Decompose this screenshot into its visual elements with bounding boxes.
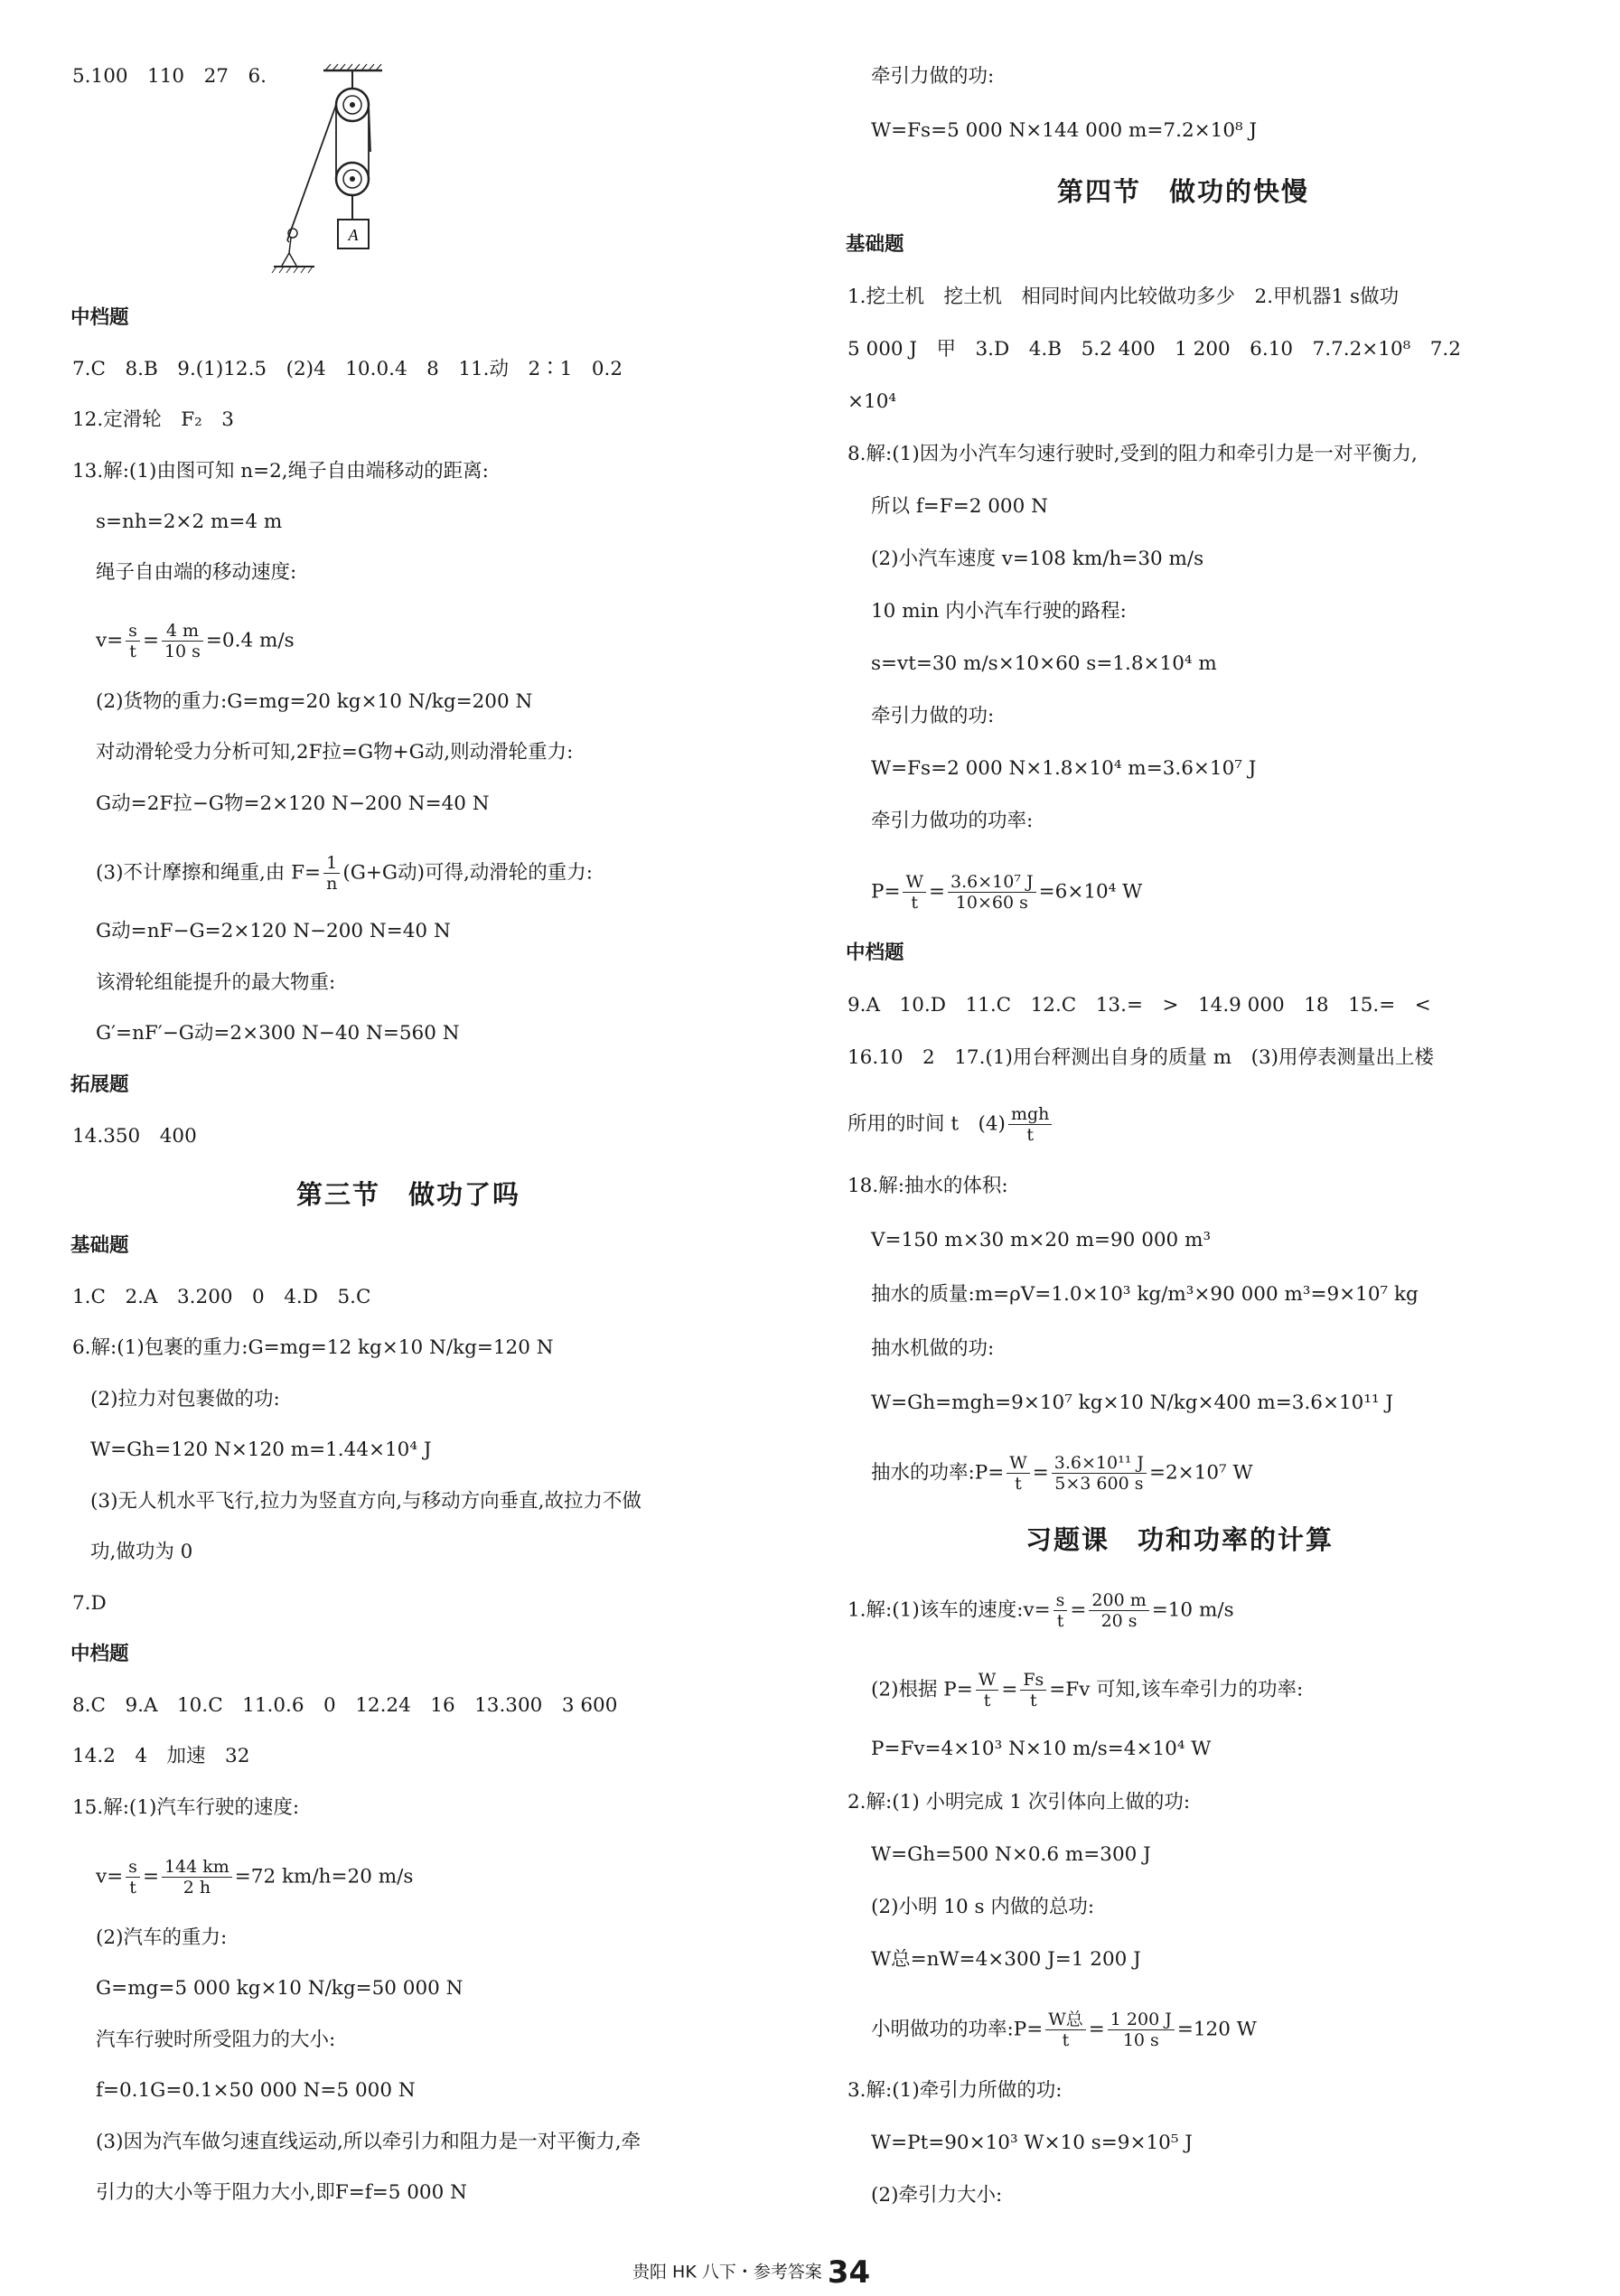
answer-line: 绳子自由端的移动速度: — [96, 561, 297, 584]
answer-line: 1.C 2.A 3.200 0 4.D 5.C — [72, 1286, 371, 1308]
answer-line: ×10⁴ — [847, 390, 896, 413]
formula-line: (2)根据 P= $\frac{W}{t}$ = $\frac{Fs}{t}$ =Fv 可知,该车牵引力的功率: — [871, 1670, 1304, 1710]
answer-line: 牵引力做的功: — [871, 65, 995, 88]
answer-line: 12.定滑轮 F₂ 3 — [72, 408, 234, 431]
answer-line: 抽水机做的功: — [871, 1337, 995, 1360]
section-title: 第三节 做功了吗 — [296, 1179, 521, 1210]
block-label: A — [348, 226, 359, 244]
answer-line: 16.10 2 17.(1)用台秤测出自身的质量 m (3)用停表测量出上楼 — [847, 1046, 1435, 1069]
answer-line: V=150 m×30 m×20 m=90 000 m³ — [871, 1229, 1212, 1251]
answer-line: W=Fs=2 000 N×1.8×10⁴ m=3.6×10⁷ J — [871, 757, 1257, 780]
fraction: $\frac{1 200 J}{10 s}$ — [1108, 2010, 1175, 2050]
answer-line: (2)小汽车速度 v=108 km/h=30 m/s — [871, 548, 1204, 570]
fraction: $\frac{\text{3.6×10⁷ J}}{10\times 60 s}$ — [948, 872, 1036, 913]
subheading-extension: 拓展题 — [70, 1073, 129, 1096]
answer-line: G动=2F拉−G物=2×120 N−200 N=40 N — [96, 792, 490, 815]
fraction: $\frac{s}{t}$ — [126, 1857, 140, 1898]
answer-line: 牵引力做的功: — [871, 705, 995, 727]
subheading-basic: 基础题 — [70, 1234, 129, 1257]
answer-line: 14.2 4 加速 32 — [72, 1745, 250, 1767]
pulley-system-diagram — [269, 61, 387, 278]
formula-line: 所用的时间 t (4) $\frac{\text{mgh}}{t}$ — [847, 1104, 1054, 1145]
answer-line: 14.350 400 — [72, 1125, 197, 1148]
answer-line: 7.D — [72, 1592, 107, 1615]
answer-line: 对动滑轮受力分析可知,2F拉=G物+G动,则动滑轮重力: — [96, 741, 574, 764]
answer-line: W=Gh=120 N×120 m=1.44×10⁴ J — [90, 1439, 432, 1461]
fraction: $\frac{W}{t}$ — [903, 872, 926, 913]
answer-line: (2)汽车的重力: — [96, 1926, 228, 1949]
section-title: 习题课 功和功率的计算 — [1025, 1524, 1334, 1555]
formula-line: P= $\frac{W}{t}$ = $\frac{\text{3.6×10⁷ J}}{10\times 60 s}$ =6×10⁴ W — [871, 872, 1143, 913]
answer-line: 8.C 9.A 10.C 11.0.6 0 12.24 16 13.300 3 600 — [72, 1694, 618, 1717]
answer-line: 9.A 10.D 11.C 12.C 13.= > 14.9 000 18 15.= < — [847, 994, 1431, 1017]
answer-line: G′=nF′−G动=2×300 N−40 N=560 N — [96, 1022, 460, 1045]
answer-line: 功,做功为 0 — [90, 1541, 193, 1563]
answer-line: 13.解:(1)由图可知 n=2,绳子自由端移动的距离: — [72, 460, 489, 483]
answer-line: 1.挖土机 挖土机 相同时间内比较做功多少 2.甲机器1 s做功 — [847, 286, 1400, 308]
answer-line: 7.C 8.B 9.(1)12.5 (2)4 10.0.4 8 11.动 2∶1 0.2 — [72, 358, 623, 380]
answer-line: (2)小明 10 s 内做的总功: — [871, 1896, 1095, 1918]
answer-line: 5.100 110 27 6. — [72, 65, 267, 88]
answer-line: 所以 f=F=2 000 N — [871, 495, 1048, 518]
answer-line: W=Gh=500 N×0.6 m=300 J — [871, 1843, 1151, 1866]
subheading-basic: 基础题 — [846, 233, 904, 256]
answer-line: 2.解:(1) 小明完成 1 次引体向上做的功: — [847, 1791, 1191, 1813]
answer-line: 该滑轮组能提升的最大物重: — [96, 971, 336, 994]
answer-line: (2)货物的重力:G=mg=20 kg×10 N/kg=200 N — [96, 690, 533, 713]
answer-line: W=Fs=5 000 N×144 000 m=7.2×10⁸ J — [871, 119, 1258, 142]
answer-line: (3)无人机水平飞行,拉力为竖直方向,与移动方向垂直,故拉力不做 — [90, 1490, 641, 1513]
fraction: $\frac{W}{t}$ — [976, 1670, 999, 1710]
fraction: $\frac{144 km}{2 h}$ — [162, 1857, 232, 1898]
formula-line: 小明做功的功率:P= $\frac{\text{W总}}{t}$ = $\frac{1 200 J}{10 s}$ =120 W — [871, 2010, 1257, 2050]
formula-line: v= $\frac{s}{t}$ = $\frac{4 m}{10 s}$ =0.4 m/s — [96, 621, 295, 661]
subheading-medium: 中档题 — [846, 942, 904, 964]
page-number: 34 — [827, 2254, 871, 2291]
fraction: $\frac{\text{3.6×10¹¹ J}}{5\times 3 600 s}$ — [1052, 1453, 1147, 1494]
fraction: $\frac{\text{mgh}}{t}$ — [1008, 1104, 1052, 1145]
footer-label: 贵阳 HK 八下・参考答案 — [632, 2262, 822, 2282]
answer-line: 8.解:(1)因为小汽车匀速行驶时,受到的阻力和牵引力是一对平衡力, — [847, 443, 1418, 465]
fraction: $\frac{s}{t}$ — [126, 621, 140, 661]
answer-line: G动=nF−G=2×120 N−200 N=40 N — [96, 920, 451, 942]
subheading-medium: 中档题 — [70, 306, 129, 329]
fraction: $\frac{Fs}{t}$ — [1020, 1670, 1046, 1710]
answer-line: 引力的大小等于阻力大小,即F=f=5 000 N — [96, 2181, 467, 2204]
answer-line: 6.解:(1)包裹的重力:G=mg=12 kg×10 N/kg=120 N — [72, 1336, 554, 1359]
fraction: $\frac{200 m}{20 s}$ — [1089, 1590, 1148, 1631]
fraction: $\frac{1}{n}$ — [323, 853, 340, 894]
formula-line: 抽水的功率:P= $\frac{W}{t}$ = $\frac{\text{3.6×10¹¹ J}}{5\times 3 600 s}$ =2×10⁷ W — [871, 1453, 1253, 1494]
section-title: 第四节 做功的快慢 — [1057, 176, 1310, 207]
answer-line: (2)牵引力大小: — [871, 2184, 1003, 2207]
answer-line: 汽车行驶时所受阻力的大小: — [96, 2029, 336, 2051]
answer-line: 15.解:(1)汽车行驶的速度: — [72, 1796, 300, 1819]
formula-line: (3)不计摩擦和绳重,由 F= $\frac{1}{n}$ (G+G动)可得,动滑轮的重力: — [96, 853, 594, 894]
formula-line: 1.解:(1)该车的速度:v= $\frac{s}{t}$ = $\frac{200 m}{20 s}$ =10 m/s — [847, 1590, 1234, 1631]
answer-line: 3.解:(1)牵引力所做的功: — [847, 2079, 1063, 2102]
answer-line: 抽水的质量:m=ρV=1.0×10³ kg/m³×90 000 m³=9×10⁷ kg — [871, 1283, 1419, 1306]
answer-line: (2)拉力对包裹做的功: — [90, 1388, 280, 1410]
answer-line: W=Gh=mgh=9×10⁷ kg×10 N/kg×400 m=3.6×10¹¹ J — [871, 1392, 1394, 1414]
answer-line: 10 min 内小汽车行驶的路程: — [871, 600, 1127, 623]
answer-line: s=nh=2×2 m=4 m — [96, 511, 283, 533]
answer-line: G=mg=5 000 kg×10 N/kg=50 000 N — [96, 1977, 464, 2000]
answer-line: W总=nW=4×300 J=1 200 J — [871, 1948, 1141, 1971]
answer-line: P=Fv=4×10³ N×10 m/s=4×10⁴ W — [871, 1738, 1212, 1760]
fraction: $\frac{s}{t}$ — [1053, 1590, 1068, 1631]
answer-line: 5 000 J 甲 3.D 4.B 5.2 400 1 200 6.10 7.7.2×10⁸ 7.2 — [847, 338, 1461, 361]
answer-line: 18.解:抽水的体积: — [847, 1175, 1008, 1197]
answer-line: (3)因为汽车做匀速直线运动,所以牵引力和阻力是一对平衡力,牵 — [96, 2131, 641, 2153]
answer-line: f=0.1G=0.1×50 000 N=5 000 N — [96, 2079, 416, 2102]
formula-line: v= $\frac{s}{t}$ = $\frac{144 km}{2 h}$ =72 km/h=20 m/s — [96, 1857, 414, 1898]
fraction: $\frac{W}{t}$ — [1007, 1453, 1030, 1494]
page-footer — [632, 2254, 870, 2291]
fraction: $\frac{\text{W总}}{t}$ — [1045, 2010, 1086, 2050]
fraction: $\frac{4 m}{10 s}$ — [162, 621, 203, 661]
answer-line: 牵引力做功的功率: — [871, 810, 1034, 832]
subheading-medium: 中档题 — [70, 1643, 129, 1665]
answer-line: s=vt=30 m/s×10×60 s=1.8×10⁴ m — [871, 652, 1217, 675]
answer-line: W=Pt=90×10³ W×10 s=9×10⁵ J — [871, 2132, 1193, 2154]
